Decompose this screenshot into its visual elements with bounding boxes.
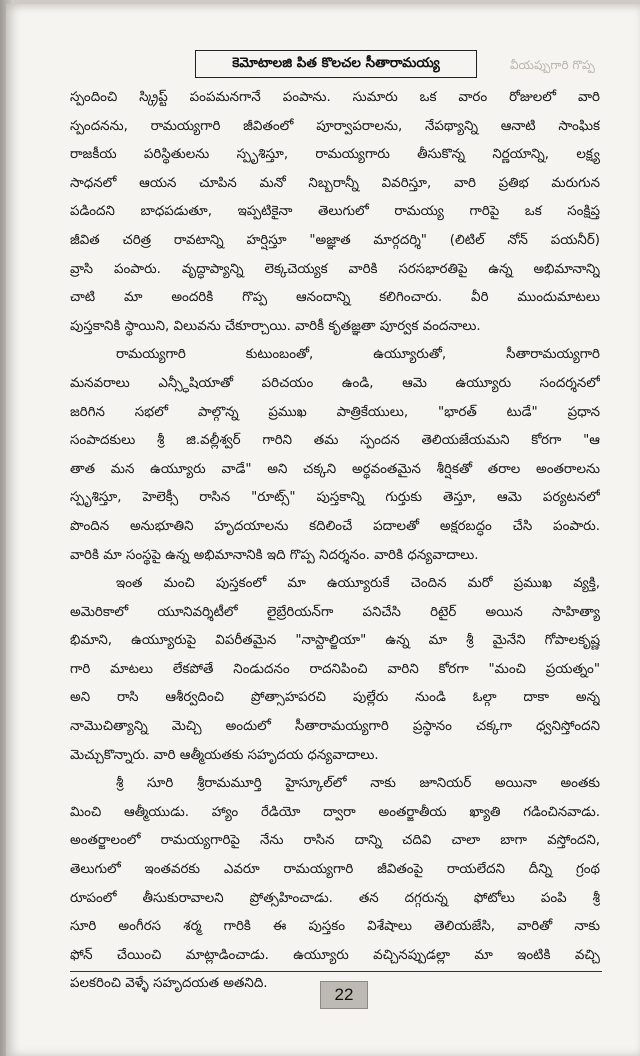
text-line: అమెరికాలో యూనివర్శిటీలో లైబ్రేరియన్‌గా పనిచేసి రిటైర్ అయిన సాహిత్యా <box>70 604 600 620</box>
text-line: స్పందించి స్క్రిప్ట్ పంపమనగానే పంపాను. సుమారు ఒక వారం రోజులలో వారి <box>70 90 600 105</box>
text-line: చాటి మా అందరికి గొప్ప ఆనందాన్ని కలిగించారు. వీరి ముందుమాటలు <box>70 290 600 306</box>
text-line: మెచ్చుకొన్నారు. వారి ఆత్మీయతకు సహృదయ ధన్యవాదాలు. <box>70 747 379 763</box>
text-line: రాజకీయ పరిస్థితులను స్పృశిస్తూ, రామయ్యగారు తీసుకొన్న నిర్ణయాన్ని, లక్ష్య <box>70 147 600 163</box>
text-line: భిమాని, ఉయ్యూరుపై విపరీతమైన "నాస్టాల్జియా" ఉన్న మా శ్రీ మైనేని గోపాలకృష్ణ <box>70 633 600 649</box>
text-line: మనవరాలు ఎన్స్ధీషియాతో పరిచయం ఉండి, ఆమె ఉయ్యూరు సందర్శనలో <box>70 375 600 391</box>
text-line: సంపాదకులు శ్రీ జి.వల్లీశ్వర్ గారిని తమ స్పందన తెలియజేయమని కోరగా "ఆ <box>70 433 600 449</box>
text-line: నామొచిత్యాన్ని మెచ్చి అందులో సీతారామయ్యగారి ప్రస్థానం చక్కగా ధ్వనిస్తోందని <box>70 719 600 735</box>
paragraph <box>70 770 600 999</box>
paragraph <box>70 84 600 341</box>
text-line: జీవిత చరిత్ర రావటాన్ని హర్షిస్తూ "అజ్ఞాత మార్గదర్శి" (లిటిల్ నోన్ పయనీర్) <box>70 232 600 248</box>
text-line: పొందిన అనుభూతిని హృదయాలను కదిలించే పదాలతో అక్షరబద్ధం చేసి పంపారు. <box>70 518 600 534</box>
text-line: సూరి అంగీరస శర్మ గారికి ఈ పుస్తకం విశేషాలు తెలియజేసి, వారితో నాకు <box>70 919 600 935</box>
text-line: వారికి మా సంస్థపై ఉన్న అభిమానానికి ఇది గొప్ప నిదర్శనం. వారికి ధన్యవాదాలు. <box>70 547 479 563</box>
text-line: అంతర్జాలంలో రామయ్యగారిపై నేను రాసిన దాన్ని చదివి చాలా బాగా వస్తోందని, <box>70 833 600 849</box>
text-line: స్పందనను, రామయ్యగారి జీవితంలో పూర్వాపరాలను, నేపథ్యాన్ని ఆనాటి సాంఘిక <box>70 118 600 134</box>
text-line: అని రాసి ఆశీర్వదించి ప్రోత్సాహపరచి పుల్లేరు నుండి ఓల్గా దాకా అన్న <box>70 690 600 706</box>
text-line: శ్రీ సూరి శ్రీరామమూర్తి హైస్కూల్‌లో నాకు జూనియర్ అయినా అంతకు <box>116 776 600 792</box>
paragraph <box>70 341 600 570</box>
text-line: పుస్తకానికి స్థాయిని, విలువను చేకూర్చాయి. వారికీ కృతజ్ఞతా పూర్వక వందనాలు. <box>70 318 481 334</box>
text-line: రామయ్యగారి కుటుంబంతో, ఉయ్యూరుతో, సీతారామయ్యగారి <box>116 347 600 363</box>
text-line: రూపంలో తీసుకురావాలని ప్రోత్సహించాడు. తన దగ్గరున్న ఫోటోలు పంపి శ్రీ <box>70 890 600 906</box>
text-line: ఇంత మంచి పుస్తకంలో మా ఉయ్యూరుకే చెందిన మరో ప్రముఖ వ్యక్తి, <box>116 576 600 592</box>
text-line: పలకరించి వెళ్ళే సహృదయత అతనిది. <box>70 976 268 992</box>
paragraph <box>70 570 600 770</box>
text-line: మించి ఆత్మీయుడు. హ్యాం రేడియో ద్వారా అంతర్జాతీయ ఖ్యాతి గడించినవాడు. <box>70 804 600 820</box>
page-number: 22 <box>320 981 368 1009</box>
text-line: సాధనలో ఆయన చూపిన మనో నిబ్బరాన్నీ వివరిస్తూ, వారి ప్రతిభ మరుగున <box>70 175 600 191</box>
footer-rule <box>70 971 602 972</box>
text-line: పడిందని బాధపడుతూ, ఇప్పటికైనా తెలుగులో రామయ్య గారిపై ఒక సంక్షిప్త <box>70 204 600 220</box>
body-text <box>70 84 600 999</box>
text-line: తెలుగులో ఇంతవరకు ఎవరూ రామయ్యగారి జీవితంపై రాయలేదని దీన్ని గ్రంథ <box>70 862 600 878</box>
text-line: జరిగిన సభలో పాల్గొన్న ప్రముఖ పాత్రికేయులు, "భారత్ టుడే" ప్రధాన <box>70 404 600 420</box>
text-line: ఫోన్ చేయించి మాట్లాడించాడు. ఉయ్యూరు వచ్చినప్పుడల్లా మా ఇంటికి వచ్చి <box>70 947 600 963</box>
text-line: తాత మన ఉయ్యూరు వాడే" అని చక్కని అర్థవంతమైన శీర్షికతో తరాల అంతరాలను <box>70 461 600 477</box>
running-header: కెమోటాలజి పిత కొలచల సీతారామయ్య <box>195 50 477 78</box>
text-line: స్పృశిస్తూ, హెలెక్సీ రాసిన "రూట్స్" పుస్తకాన్ని గుర్తుకు తెస్తూ, ఆమె పర్యటనలో <box>70 490 600 506</box>
bleed-through-text: వీయప్పుగారి గొప్ప <box>510 58 595 72</box>
text-line: వ్రాసి పంపారు. వృద్ధాప్యాన్ని లెక్కచెయ్యక వారికి సరసభారతిపై ఉన్న అభిమానాన్ని <box>70 261 600 277</box>
text-line: గారి మాటలు లేకపోతే నిండుదనం రాదనిపించి వారిని కోరగా "మంచి ప్రయత్నం" <box>70 661 600 677</box>
